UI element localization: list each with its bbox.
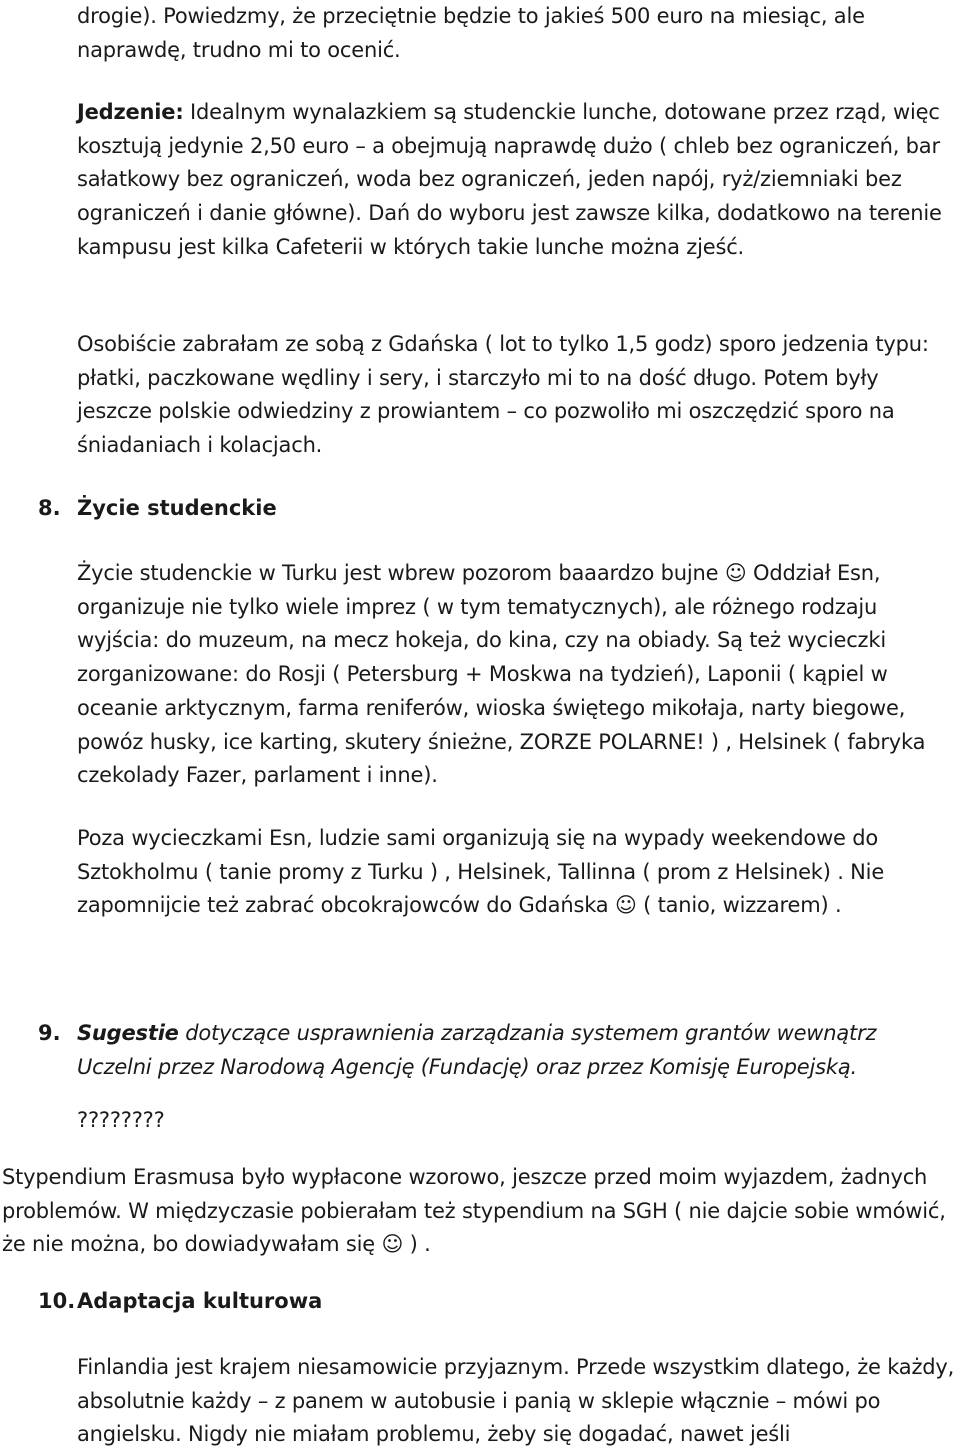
paragraph-budget xyxy=(77,0,957,67)
section-number-8: 8. xyxy=(38,496,61,520)
paragraph-text: Poza wycieczkami Esn, ludzie sami organizują się na wypady weekendowe do Sztokholmu ( tanie promy z Turku ) , Helsinek, Tallinna ( prom z Helsinek) . Nie zapomnijcie też zabrać obcokrajowców do Gdańska xyxy=(77,826,885,918)
smiley-icon: ☺ xyxy=(381,1232,404,1257)
smiley-icon: ☺ xyxy=(614,893,637,918)
section-number-10: 10. xyxy=(38,1289,76,1313)
paragraph-text: Osobiście zabrałam ze sobą z Gdańska ( lot to tylko 1,5 godz) sporo jedzenia typu: płatki, paczkowane wędliny i sery, i starczyło mi to na dość długo. Potem były jeszcze polskie odwiedziny z prowiantem – co pozwoliło mi oszczędzić sporo na śniadaniach i kolacjach. xyxy=(77,332,929,458)
paragraph-text: Życie studenckie w Turku jest wbrew pozorom baaardzo bujne xyxy=(77,561,725,585)
paragraph-text: Finlandia jest krajem niesamowicie przyjaznym. Przede wszystkim dlatego, że każdy, absolutnie każdy – z panem w autobusie i panią w sklepie włącznie – mówi po angielsku. Nigdy nie miałam problemu, żeby się dogadać, nawet jeśli xyxy=(77,1355,955,1447)
heading-bold-word: Sugestie xyxy=(77,1021,179,1045)
paragraph-food xyxy=(77,96,957,265)
section-number-9: 9. xyxy=(38,1021,61,1045)
paragraph-label: Jedzenie: xyxy=(77,100,184,124)
paragraph-trips xyxy=(77,822,957,923)
paragraph-text: Idealnym wynalazkiem są studenckie lunche, dotowane przez rząd, więc kosztują jedynie 2,50 euro – a obejmują naprawdę dużo ( chleb bez ograniczeń, bar sałatkowy bez ograniczeń, woda bez ograniczeń, jeden napój, ryż/ziemniaki bez ograniczeń i danie główne). Dań do wyboru jest zawsze kilka, dodatkowo na terenie kampusu jest kilka Cafeterii w których takie lunche można zjeść. xyxy=(77,100,942,259)
paragraph-own-food xyxy=(77,328,957,463)
paragraph-text: Oddział Esn, organizuje nie tylko wiele imprez ( w tym tematycznych), ale różnego rodzaju wyjścia: do muzeum, na mecz hokeja, do kina, czy na obiady. Są też wycieczki zorganizowane: do Rosji ( Petersburg + Moskwa na tydzień), Laponii ( kąpiel w oceanie arktycznym, farma reniferów, wioska świętego mikołaja, narty biegowe, powóz husky, ice karting, skutery śnieżne, ZORZE POLARNE! ) , Helsinek ( fabryka czekolady Fazer, parlament i inne). xyxy=(77,561,926,788)
paragraph-text: ) . xyxy=(403,1232,431,1257)
heading-text: dotyczące usprawnienia zarządzania systemem grantów wewnątrz Uczelni przez Narodową Agencję (Fundację) oraz przez Komisję Europejską. xyxy=(77,1021,877,1079)
section-heading-cultural-adaptation: Adaptacja kulturowa xyxy=(77,1289,323,1313)
section-heading-suggestions xyxy=(77,1017,957,1084)
paragraph-scholarship xyxy=(2,1161,957,1262)
question-marks xyxy=(77,1104,957,1138)
paragraph-finland xyxy=(77,1351,957,1452)
paragraph-student-life xyxy=(77,557,957,793)
paragraph-text: Stypendium Erasmusa było wypłacone wzorowo, jeszcze przed moim wyjazdem, żadnych problemów. W międzyczasie pobierałam też stypendium na SGH ( nie dajcie sobie wmówić, że nie można, bo dowiadywałam się xyxy=(2,1165,946,1257)
paragraph-text: drogie). Powiedzmy, że przeciętnie będzie to jakieś 500 euro na miesiąc, ale naprawdę, trudno mi to ocenić. xyxy=(77,4,865,62)
paragraph-text: ???????? xyxy=(77,1108,165,1132)
paragraph-text: ( tanio, wizzarem) . xyxy=(636,893,842,918)
smiley-icon: ☺ xyxy=(724,561,747,585)
section-heading-student-life: Życie studenckie xyxy=(77,496,277,520)
